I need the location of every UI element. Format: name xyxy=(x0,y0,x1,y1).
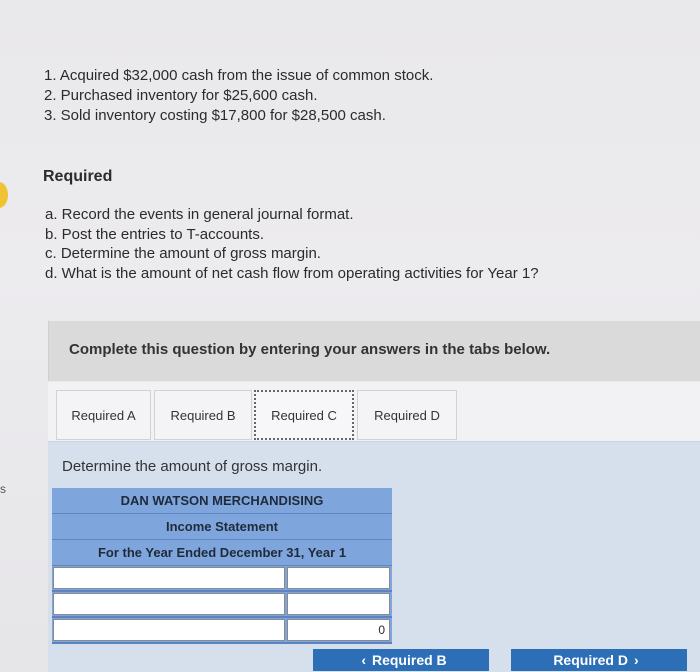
row-amount-input[interactable] xyxy=(287,593,390,615)
row-amount-input[interactable] xyxy=(287,567,390,589)
instruction-banner xyxy=(48,321,700,381)
required-item: b. Post the entries to T-accounts. xyxy=(45,225,265,243)
event-item: 3. Sold inventory costing $17,800 for $28,500 cash. xyxy=(44,107,386,124)
tab-content xyxy=(48,441,700,672)
tab-required-b[interactable]: Required B xyxy=(154,390,252,440)
income-statement xyxy=(52,488,392,644)
next-button-label: Required D xyxy=(553,652,628,668)
required-item: c. Determine the amount of gross margin. xyxy=(45,245,321,262)
chevron-left-icon: ‹ xyxy=(361,652,366,668)
row-amount-input[interactable]: 0 xyxy=(287,619,390,641)
question-text: Determine the amount of gross margin. xyxy=(62,458,323,475)
event-item: 2. Purchased inventory for $25,600 cash. xyxy=(44,87,318,104)
next-required-button[interactable] xyxy=(511,649,687,671)
row-label-input[interactable] xyxy=(53,593,285,615)
statement-name: Income Statement xyxy=(52,514,392,540)
statement-row xyxy=(52,566,392,592)
tab-required-d[interactable]: Required D xyxy=(357,390,457,440)
required-heading: Required xyxy=(43,168,113,185)
prev-required-button[interactable] xyxy=(313,649,489,671)
required-list xyxy=(45,205,539,283)
required-item: a. Record the events in general journal format. xyxy=(45,206,354,223)
required-item: d. What is the amount of net cash flow from operating activities for Year 1? xyxy=(45,264,539,282)
prev-button-label: Required B xyxy=(371,652,447,668)
statement-period: For the Year Ended December 31, Year 1 xyxy=(52,540,392,566)
edge-text: s xyxy=(0,482,6,496)
row-label-input[interactable] xyxy=(53,567,285,589)
tab-required-c[interactable]: Required C xyxy=(254,390,354,440)
statement-row xyxy=(52,618,392,644)
tab-required-a[interactable]: Required A xyxy=(56,390,151,440)
instruction-text: Complete this question by entering your answers in the tabs below. xyxy=(69,341,551,358)
statement-row xyxy=(52,592,392,618)
chevron-right-icon: › xyxy=(634,652,639,668)
events-list xyxy=(44,66,433,126)
company-name: DAN WATSON MERCHANDISING xyxy=(52,488,392,514)
tab-bar xyxy=(48,382,700,442)
row-label-input[interactable] xyxy=(53,619,285,641)
event-item: 1. Acquired $32,000 cash from the issue of common stock. xyxy=(44,67,434,84)
